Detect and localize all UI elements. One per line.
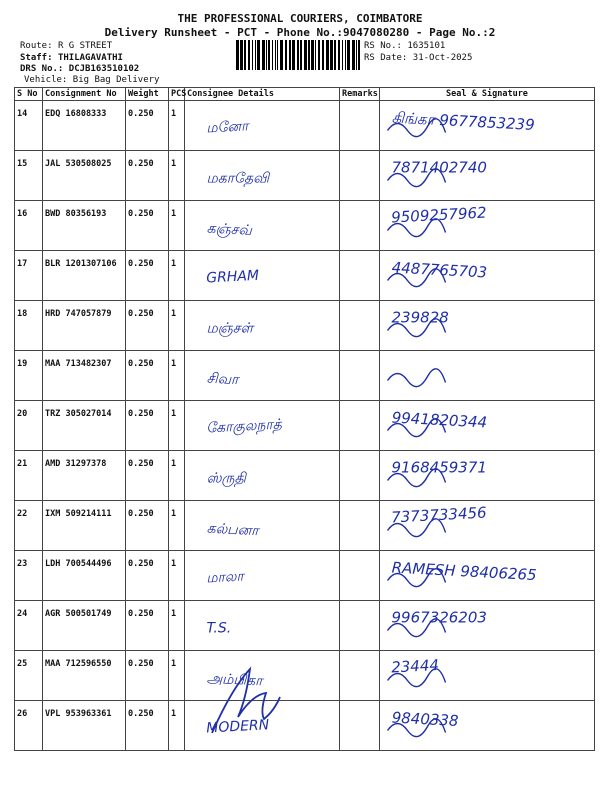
consignee-cell <box>185 451 340 501</box>
consignment-cell: AGR 500501749 <box>43 601 126 651</box>
weight-cell: 0.250 <box>126 451 169 501</box>
weight-cell: 0.250 <box>126 151 169 201</box>
signature-cell <box>380 451 595 501</box>
table-row <box>15 601 595 651</box>
rs-no-value: 1635101 <box>407 41 446 51</box>
barcode-image <box>236 40 360 70</box>
signature-cell <box>380 151 595 201</box>
table-body <box>15 101 595 751</box>
table-row <box>15 351 595 401</box>
col-sno: S No <box>15 88 43 101</box>
pcs-cell: 1 <box>169 701 185 751</box>
rs-date-label: RS Date: <box>364 53 408 63</box>
vehicle-value: Big Bag Delivery <box>72 75 160 85</box>
signature-handwriting: 23444 <box>390 656 440 677</box>
remarks-cell <box>340 251 380 301</box>
signature-cell <box>380 601 595 651</box>
weight-cell: 0.250 <box>126 601 169 651</box>
table-row <box>15 101 595 151</box>
signature-handwriting: 9509257962 <box>390 203 488 227</box>
runsheet-subtitle: Delivery Runsheet - PCT - Phone No.:9047080280 - Page No.:2 <box>104 26 496 39</box>
consignee-cell <box>185 101 340 151</box>
drs-value: DCJB163510102 <box>68 64 140 74</box>
consignee-handwriting: MODERN <box>205 717 270 737</box>
table-row <box>15 651 595 701</box>
company-name: THE PROFESSIONAL COURIERS, COIMBATORE <box>177 12 423 25</box>
col-consignee: Consignee Details <box>185 88 340 101</box>
rs-date-line <box>364 53 472 63</box>
consignment-cell: EDQ 16808333 <box>43 101 126 151</box>
remarks-cell <box>340 201 380 251</box>
route-value: R G STREET <box>57 41 113 51</box>
sno-cell: 21 <box>15 451 43 501</box>
table-header-row <box>15 88 595 101</box>
pcs-cell: 1 <box>169 501 185 551</box>
route-line <box>20 41 112 51</box>
col-remarks: Remarks <box>340 88 380 101</box>
consignee-cell <box>185 301 340 351</box>
sno-cell: 15 <box>15 151 43 201</box>
weight-cell: 0.250 <box>126 701 169 751</box>
signature-handwriting: 7871402740 <box>391 158 487 177</box>
col-pcs: PCS <box>169 88 185 101</box>
signature-cell <box>380 201 595 251</box>
consignee-cell <box>185 651 340 701</box>
weight-cell: 0.250 <box>126 251 169 301</box>
signature-handwriting: RAMESH 98406265 <box>391 558 538 585</box>
signature-handwriting: கிங்கா 9677853239 <box>391 108 536 134</box>
vehicle-label: Vehicle: <box>24 75 68 85</box>
table-row <box>15 251 595 301</box>
remarks-cell <box>340 651 380 701</box>
sno-cell: 20 <box>15 401 43 451</box>
consignment-cell: BLR 1201307106 <box>43 251 126 301</box>
remarks-cell <box>340 101 380 151</box>
weight-cell: 0.250 <box>126 501 169 551</box>
weight-cell: 0.250 <box>126 551 169 601</box>
consignee-cell <box>185 351 340 401</box>
signature-cell <box>380 301 595 351</box>
signature-handwriting: 9840338 <box>391 708 459 730</box>
signature-handwriting: 9941820344 <box>391 408 488 432</box>
signature-cell <box>380 651 595 701</box>
table-row <box>15 301 595 351</box>
consignee-handwriting: அம்பிகா <box>206 670 263 690</box>
sno-cell: 14 <box>15 101 43 151</box>
drs-line <box>20 64 139 74</box>
remarks-cell <box>340 601 380 651</box>
weight-cell: 0.250 <box>126 401 169 451</box>
consignment-cell: BWD 80356193 <box>43 201 126 251</box>
rs-date-value: 31-Oct-2025 <box>412 53 473 63</box>
consignment-cell: AMD 31297378 <box>43 451 126 501</box>
consignment-cell: TRZ 305027014 <box>43 401 126 451</box>
signature-handwriting: 239828 <box>391 308 449 327</box>
signature-handwriting: 4487765703 <box>391 258 488 282</box>
signature-cell <box>380 701 595 751</box>
remarks-cell <box>340 701 380 751</box>
consignee-cell <box>185 401 340 451</box>
signature-handwriting: 7373733456 <box>390 503 488 527</box>
remarks-cell <box>340 551 380 601</box>
weight-cell: 0.250 <box>126 351 169 401</box>
remarks-cell <box>340 401 380 451</box>
weight-cell: 0.250 <box>126 101 169 151</box>
remarks-cell <box>340 151 380 201</box>
pcs-cell: 1 <box>169 551 185 601</box>
pcs-cell: 1 <box>169 251 185 301</box>
pcs-cell: 1 <box>169 151 185 201</box>
pcs-cell: 1 <box>169 301 185 351</box>
consignee-handwriting: GRHAM <box>205 267 260 287</box>
consignment-cell: MAA 713482307 <box>43 351 126 401</box>
consignment-cell: VPL 953963361 <box>43 701 126 751</box>
consignee-handwriting: மகாதேவி <box>206 170 270 187</box>
sno-cell: 23 <box>15 551 43 601</box>
pcs-cell: 1 <box>169 201 185 251</box>
consignee-handwriting: ஸ்ருதி <box>206 470 246 487</box>
staff-line <box>20 53 123 63</box>
consignment-cell: MAA 712596550 <box>43 651 126 701</box>
consignee-cell <box>185 601 340 651</box>
table-row <box>15 451 595 501</box>
sno-cell: 24 <box>15 601 43 651</box>
consignee-handwriting: சிவா <box>206 370 239 389</box>
consignee-handwriting: மஞ்சள் <box>206 320 254 337</box>
signature-handwriting: 9967326203 <box>391 608 487 627</box>
weight-cell: 0.250 <box>126 201 169 251</box>
weight-cell: 0.250 <box>126 651 169 701</box>
consignee-cell <box>185 201 340 251</box>
remarks-cell <box>340 451 380 501</box>
table-row <box>15 401 595 451</box>
sno-cell: 16 <box>15 201 43 251</box>
consignee-cell <box>185 501 340 551</box>
signature-cell <box>380 251 595 301</box>
consignee-handwriting: கோகுலநாத் <box>205 416 283 437</box>
table-row <box>15 151 595 201</box>
sno-cell: 26 <box>15 701 43 751</box>
consignee-cell <box>185 251 340 301</box>
table-row <box>15 701 595 751</box>
drs-label: DRS No.: <box>20 64 64 74</box>
consignment-cell: JAL 530508025 <box>43 151 126 201</box>
vehicle-line <box>24 75 159 85</box>
consignment-cell: HRD 747057879 <box>43 301 126 351</box>
sno-cell: 17 <box>15 251 43 301</box>
signature-cell <box>380 101 595 151</box>
col-seal-signature: Seal & Signature <box>380 88 595 101</box>
table-row <box>15 201 595 251</box>
weight-cell: 0.250 <box>126 301 169 351</box>
consignee-handwriting: கஞ்சவ் <box>206 220 253 239</box>
rs-no-line <box>364 41 445 51</box>
consignee-handwriting: மனோ <box>205 118 249 137</box>
consignment-cell: LDH 700544496 <box>43 551 126 601</box>
consignee-cell <box>185 701 340 751</box>
consignment-cell: IXM 509214111 <box>43 501 126 551</box>
consignee-handwriting: T.S. <box>206 620 232 637</box>
remarks-cell <box>340 351 380 401</box>
staff-label: Staff: <box>20 53 53 63</box>
pcs-cell: 1 <box>169 601 185 651</box>
sno-cell: 25 <box>15 651 43 701</box>
pcs-cell: 1 <box>169 451 185 501</box>
sno-cell: 22 <box>15 501 43 551</box>
staff-value: THILAGAVATHI <box>57 53 123 63</box>
route-label: Route: <box>20 41 53 51</box>
pcs-cell: 1 <box>169 401 185 451</box>
signature-cell <box>380 351 595 401</box>
table-row <box>15 501 595 551</box>
consignee-cell <box>185 151 340 201</box>
col-weight: Weight <box>126 88 169 101</box>
signature-cell <box>380 401 595 451</box>
consignee-cell <box>185 551 340 601</box>
sno-cell: 18 <box>15 301 43 351</box>
col-consignment: Consignment No <box>43 88 126 101</box>
consignee-handwriting: கல்பனா <box>206 520 259 540</box>
consignee-handwriting: மாலா <box>205 568 245 587</box>
table-row <box>15 551 595 601</box>
pcs-cell: 1 <box>169 651 185 701</box>
rs-no-label: RS No.: <box>364 41 402 51</box>
pcs-cell: 1 <box>169 101 185 151</box>
runsheet-table <box>14 87 595 751</box>
remarks-cell <box>340 501 380 551</box>
signature-cell <box>380 501 595 551</box>
signature-handwriting: 9168459371 <box>391 458 487 477</box>
signature-cell <box>380 551 595 601</box>
pcs-cell: 1 <box>169 351 185 401</box>
sno-cell: 19 <box>15 351 43 401</box>
remarks-cell <box>340 301 380 351</box>
